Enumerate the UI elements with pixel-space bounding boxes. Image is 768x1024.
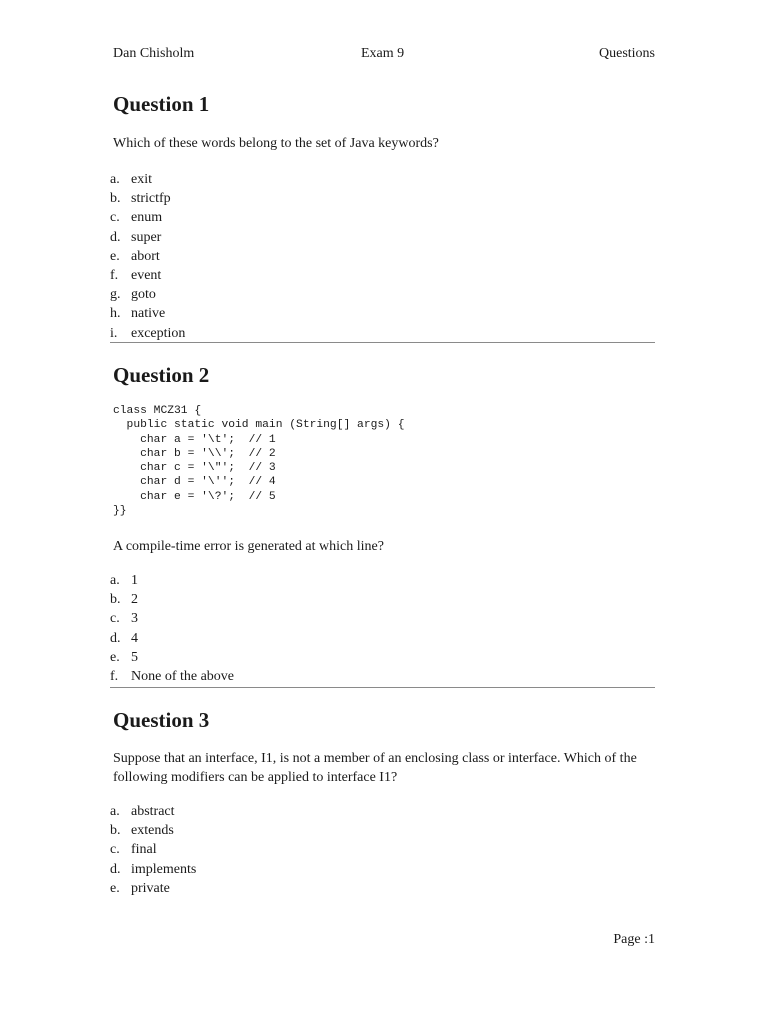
option-text: goto <box>131 287 156 303</box>
option-letter: f. <box>110 267 119 283</box>
option-letter: g. <box>110 287 121 303</box>
option-letter: e. <box>110 649 120 665</box>
option-text: strictfp <box>131 191 171 207</box>
option-letter: f. <box>110 668 119 684</box>
question-1-title: Question 1 <box>113 92 210 116</box>
question-1-prompt: Which of these words belong to the set of Java keywords? <box>113 136 439 151</box>
section-divider <box>110 687 655 688</box>
option-text: final <box>131 842 157 858</box>
option-text: exception <box>131 325 186 341</box>
option-text: extends <box>131 823 174 839</box>
option-text: 2 <box>131 592 138 608</box>
option-text: 4 <box>131 630 138 646</box>
option-text: super <box>131 229 162 245</box>
option-letter: c. <box>110 611 120 627</box>
header-section: Questions <box>599 46 655 61</box>
question-3-title: Question 3 <box>113 708 210 732</box>
option-text: abort <box>131 248 160 264</box>
option-letter: d. <box>110 229 121 245</box>
question-3-prompt: Suppose that an interface, I1, is not a member of an enclosing class or interface. Which of the following modifiers can be applied to interface I1? <box>113 751 637 785</box>
option-text: None of the above <box>131 668 235 684</box>
option-text: exit <box>131 172 152 187</box>
page-number: Page :1 <box>613 932 655 947</box>
option-text: 5 <box>131 649 138 665</box>
page-header <box>113 46 655 64</box>
option-letter: i. <box>110 325 118 341</box>
option-text: 1 <box>131 573 138 588</box>
option-text: implements <box>131 861 197 877</box>
option-text: private <box>131 880 170 896</box>
option-letter: a. <box>110 172 120 187</box>
option-text: abstract <box>131 804 175 819</box>
option-text: enum <box>131 210 163 226</box>
option-letter: a. <box>110 573 120 588</box>
exam-page <box>110 0 655 1024</box>
option-letter: e. <box>110 880 120 896</box>
option-letter: a. <box>110 804 120 819</box>
header-author: Dan Chisholm <box>113 46 195 61</box>
option-letter: b. <box>110 592 121 608</box>
option-letter: c. <box>110 842 120 858</box>
section-divider <box>110 342 655 343</box>
question-2-title: Question 2 <box>113 363 210 387</box>
option-letter: b. <box>110 191 121 207</box>
question-2-prompt: A compile-time error is generated at which line? <box>113 539 384 554</box>
option-letter: b. <box>110 823 121 839</box>
option-letter: d. <box>110 630 121 646</box>
option-text: event <box>131 267 162 283</box>
option-letter: d. <box>110 861 121 877</box>
option-text: 3 <box>131 611 138 627</box>
header-exam: Exam 9 <box>361 46 405 61</box>
option-letter: e. <box>110 248 120 264</box>
option-letter: c. <box>110 210 120 226</box>
option-text: native <box>131 306 166 322</box>
option-letter: h. <box>110 306 121 322</box>
question-2-code: class MCZ31 { public static void main (String[] args) { char a = '\t'; // 1 char b = '\\'; // 2 char c = '\"'; // 3 char d = '\''; // 4 char e = '\?'; // 5 }} <box>113 405 405 518</box>
